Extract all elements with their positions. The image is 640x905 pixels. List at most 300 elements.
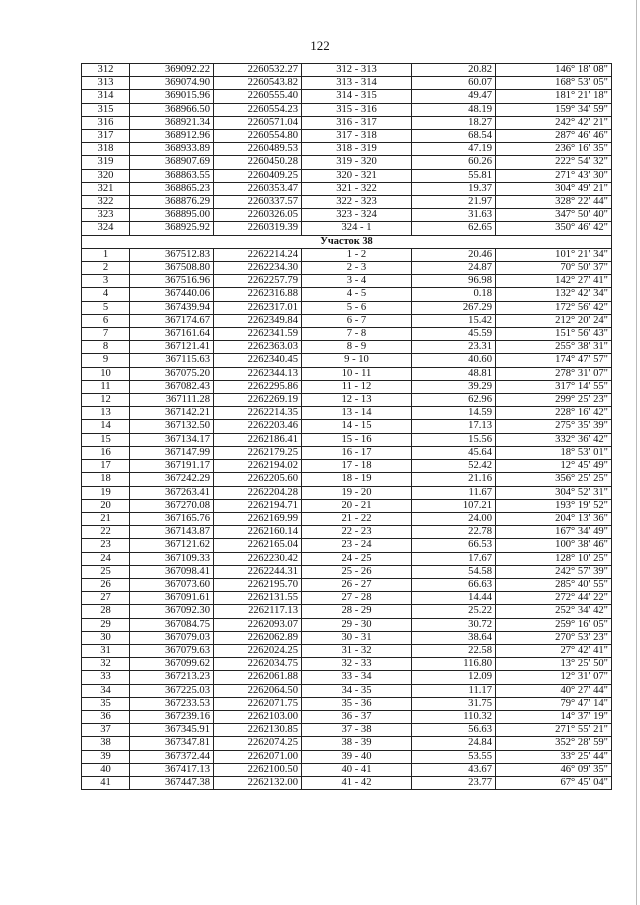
- x-coordinate-cell: 367447.38: [130, 776, 214, 789]
- bearing-cell: 228° 16' 42": [496, 407, 612, 420]
- coordinates-table: [81, 63, 612, 790]
- bearing-cell: 259° 16' 05": [496, 618, 612, 631]
- point-number-cell: 324: [82, 222, 130, 235]
- y-coordinate-cell: 2262244.31: [214, 565, 302, 578]
- length-cell: 43.67: [412, 763, 496, 776]
- x-coordinate-cell: 368933.89: [130, 143, 214, 156]
- point-number-cell: 7: [82, 328, 130, 341]
- y-coordinate-cell: 2262203.46: [214, 420, 302, 433]
- bearing-cell: 270° 53' 23": [496, 631, 612, 644]
- x-coordinate-cell: 367508.80: [130, 262, 214, 275]
- x-coordinate-cell: 368865.23: [130, 182, 214, 195]
- y-coordinate-cell: 2262230.42: [214, 552, 302, 565]
- bearing-cell: 204° 13' 36": [496, 512, 612, 525]
- x-coordinate-cell: 367372.44: [130, 750, 214, 763]
- segment-cell: 23 - 24: [302, 539, 412, 552]
- table-row: [82, 724, 612, 737]
- table-row: [82, 565, 612, 578]
- table-row: [82, 618, 612, 631]
- x-coordinate-cell: 368921.34: [130, 116, 214, 129]
- table-row: [82, 262, 612, 275]
- length-cell: 60.07: [412, 77, 496, 90]
- y-coordinate-cell: 2262132.00: [214, 776, 302, 789]
- segment-cell: 323 - 324: [302, 209, 412, 222]
- point-number-cell: 2: [82, 262, 130, 275]
- table-body-after: [82, 248, 612, 789]
- y-coordinate-cell: 2260409.25: [214, 169, 302, 182]
- length-cell: 68.54: [412, 130, 496, 143]
- x-coordinate-cell: 367417.13: [130, 763, 214, 776]
- x-coordinate-cell: 367142.21: [130, 407, 214, 420]
- point-number-cell: 318: [82, 143, 130, 156]
- bearing-cell: 304° 52' 31": [496, 486, 612, 499]
- table-row: [82, 499, 612, 512]
- bearing-cell: 101° 21' 34": [496, 248, 612, 261]
- point-number-cell: 39: [82, 750, 130, 763]
- point-number-cell: 25: [82, 565, 130, 578]
- y-coordinate-cell: 2262341.59: [214, 328, 302, 341]
- segment-cell: 40 - 41: [302, 763, 412, 776]
- length-cell: 53.55: [412, 750, 496, 763]
- segment-cell: 19 - 20: [302, 486, 412, 499]
- bearing-cell: 272° 44' 22": [496, 592, 612, 605]
- y-coordinate-cell: 2260543.82: [214, 77, 302, 90]
- segment-cell: 13 - 14: [302, 407, 412, 420]
- bearing-cell: 193° 19' 52": [496, 499, 612, 512]
- bearing-cell: 255° 38' 31": [496, 341, 612, 354]
- segment-cell: 7 - 8: [302, 328, 412, 341]
- y-coordinate-cell: 2262062.89: [214, 631, 302, 644]
- y-coordinate-cell: 2262024.25: [214, 644, 302, 657]
- y-coordinate-cell: 2260319.39: [214, 222, 302, 235]
- x-coordinate-cell: 369074.90: [130, 77, 214, 90]
- table-row: [82, 526, 612, 539]
- length-cell: 49.47: [412, 90, 496, 103]
- x-coordinate-cell: 367084.75: [130, 618, 214, 631]
- point-number-cell: 24: [82, 552, 130, 565]
- length-cell: 66.53: [412, 539, 496, 552]
- length-cell: 56.63: [412, 724, 496, 737]
- point-number-cell: 37: [82, 724, 130, 737]
- point-number-cell: 11: [82, 380, 130, 393]
- x-coordinate-cell: 367132.50: [130, 420, 214, 433]
- point-number-cell: 19: [82, 486, 130, 499]
- x-coordinate-cell: 367109.33: [130, 552, 214, 565]
- length-cell: 48.81: [412, 367, 496, 380]
- segment-cell: 3 - 4: [302, 275, 412, 288]
- x-coordinate-cell: 367439.94: [130, 301, 214, 314]
- point-number-cell: 315: [82, 103, 130, 116]
- segment-cell: 16 - 17: [302, 446, 412, 459]
- length-cell: 23.31: [412, 341, 496, 354]
- x-coordinate-cell: 367440.06: [130, 288, 214, 301]
- segment-cell: 34 - 35: [302, 684, 412, 697]
- point-number-cell: 313: [82, 77, 130, 90]
- segment-cell: 324 - 1: [302, 222, 412, 235]
- length-cell: 24.87: [412, 262, 496, 275]
- point-number-cell: 22: [82, 526, 130, 539]
- bearing-cell: 33° 25' 44": [496, 750, 612, 763]
- point-number-cell: 5: [82, 301, 130, 314]
- x-coordinate-cell: 367147.99: [130, 446, 214, 459]
- segment-cell: 2 - 3: [302, 262, 412, 275]
- bearing-cell: 356° 25' 25": [496, 473, 612, 486]
- bearing-cell: 271° 55' 21": [496, 724, 612, 737]
- y-coordinate-cell: 2262316.88: [214, 288, 302, 301]
- segment-cell: 20 - 21: [302, 499, 412, 512]
- bearing-cell: 27° 42' 41": [496, 644, 612, 657]
- table-row: [82, 539, 612, 552]
- y-coordinate-cell: 2262103.00: [214, 710, 302, 723]
- length-cell: 19.37: [412, 182, 496, 195]
- segment-cell: 12 - 13: [302, 394, 412, 407]
- table-body-before: [82, 64, 612, 236]
- table-row: [82, 367, 612, 380]
- x-coordinate-cell: 367239.16: [130, 710, 214, 723]
- length-cell: 14.44: [412, 592, 496, 605]
- y-coordinate-cell: 2262195.70: [214, 578, 302, 591]
- x-coordinate-cell: 367233.53: [130, 697, 214, 710]
- length-cell: 62.65: [412, 222, 496, 235]
- bearing-cell: 317° 14' 55": [496, 380, 612, 393]
- x-coordinate-cell: 367270.08: [130, 499, 214, 512]
- length-cell: 47.19: [412, 143, 496, 156]
- segment-cell: 321 - 322: [302, 182, 412, 195]
- bearing-cell: 142° 27' 41": [496, 275, 612, 288]
- point-number-cell: 14: [82, 420, 130, 433]
- x-coordinate-cell: 368863.55: [130, 169, 214, 182]
- point-number-cell: 12: [82, 394, 130, 407]
- bearing-cell: 79° 47' 14": [496, 697, 612, 710]
- y-coordinate-cell: 2260554.80: [214, 130, 302, 143]
- x-coordinate-cell: 367134.17: [130, 433, 214, 446]
- length-cell: 66.63: [412, 578, 496, 591]
- y-coordinate-cell: 2262234.30: [214, 262, 302, 275]
- bearing-cell: 222° 54' 32": [496, 156, 612, 169]
- y-coordinate-cell: 2262317.01: [214, 301, 302, 314]
- table-row: [82, 143, 612, 156]
- length-cell: 107.21: [412, 499, 496, 512]
- x-coordinate-cell: 367165.76: [130, 512, 214, 525]
- y-coordinate-cell: 2260554.23: [214, 103, 302, 116]
- bearing-cell: 275° 35' 39": [496, 420, 612, 433]
- y-coordinate-cell: 2260489.53: [214, 143, 302, 156]
- table-row: [82, 130, 612, 143]
- length-cell: 110.32: [412, 710, 496, 723]
- length-cell: 31.63: [412, 209, 496, 222]
- table-row: [82, 605, 612, 618]
- length-cell: 30.72: [412, 618, 496, 631]
- segment-cell: 41 - 42: [302, 776, 412, 789]
- length-cell: 21.97: [412, 196, 496, 209]
- y-coordinate-cell: 2262034.75: [214, 658, 302, 671]
- table-row: [82, 776, 612, 789]
- segment-cell: 1 - 2: [302, 248, 412, 261]
- point-number-cell: 26: [82, 578, 130, 591]
- table-row: [82, 473, 612, 486]
- bearing-cell: 350° 46' 42": [496, 222, 612, 235]
- segment-cell: 8 - 9: [302, 341, 412, 354]
- table-row: [82, 90, 612, 103]
- y-coordinate-cell: 2262194.02: [214, 460, 302, 473]
- table-row: [82, 328, 612, 341]
- length-cell: 15.56: [412, 433, 496, 446]
- table-row: [82, 671, 612, 684]
- x-coordinate-cell: 367091.61: [130, 592, 214, 605]
- bearing-cell: 278° 31' 07": [496, 367, 612, 380]
- y-coordinate-cell: 2262179.25: [214, 446, 302, 459]
- table-row: [82, 578, 612, 591]
- segment-cell: 39 - 40: [302, 750, 412, 763]
- y-coordinate-cell: 2262131.55: [214, 592, 302, 605]
- segment-cell: 10 - 11: [302, 367, 412, 380]
- length-cell: 52.42: [412, 460, 496, 473]
- x-coordinate-cell: 367225.03: [130, 684, 214, 697]
- point-number-cell: 1: [82, 248, 130, 261]
- point-number-cell: 27: [82, 592, 130, 605]
- segment-cell: 15 - 16: [302, 433, 412, 446]
- table-row: [82, 512, 612, 525]
- point-number-cell: 40: [82, 763, 130, 776]
- segment-cell: 313 - 314: [302, 77, 412, 90]
- segment-cell: 22 - 23: [302, 526, 412, 539]
- point-number-cell: 17: [82, 460, 130, 473]
- length-cell: 38.64: [412, 631, 496, 644]
- bearing-cell: 128° 10' 25": [496, 552, 612, 565]
- point-number-cell: 321: [82, 182, 130, 195]
- bearing-cell: 40° 27' 44": [496, 684, 612, 697]
- point-number-cell: 21: [82, 512, 130, 525]
- point-number-cell: 317: [82, 130, 130, 143]
- segment-cell: 33 - 34: [302, 671, 412, 684]
- segment-cell: 21 - 22: [302, 512, 412, 525]
- length-cell: 17.13: [412, 420, 496, 433]
- length-cell: 62.96: [412, 394, 496, 407]
- bearing-cell: 332° 36' 42": [496, 433, 612, 446]
- segment-cell: 4 - 5: [302, 288, 412, 301]
- y-coordinate-cell: 2260532.27: [214, 64, 302, 77]
- bearing-cell: 14° 37' 19": [496, 710, 612, 723]
- segment-cell: 316 - 317: [302, 116, 412, 129]
- bearing-cell: 242° 57' 39": [496, 565, 612, 578]
- table-row: [82, 248, 612, 261]
- segment-cell: 30 - 31: [302, 631, 412, 644]
- point-number-cell: 35: [82, 697, 130, 710]
- table-row: [82, 169, 612, 182]
- length-cell: 14.59: [412, 407, 496, 420]
- x-coordinate-cell: 367516.96: [130, 275, 214, 288]
- y-coordinate-cell: 2260337.57: [214, 196, 302, 209]
- x-coordinate-cell: 367161.64: [130, 328, 214, 341]
- segment-cell: 37 - 38: [302, 724, 412, 737]
- table-row: [82, 354, 612, 367]
- bearing-cell: 12° 31' 07": [496, 671, 612, 684]
- point-number-cell: 13: [82, 407, 130, 420]
- y-coordinate-cell: 2262165.04: [214, 539, 302, 552]
- length-cell: 22.58: [412, 644, 496, 657]
- point-number-cell: 32: [82, 658, 130, 671]
- y-coordinate-cell: 2262214.24: [214, 248, 302, 261]
- bearing-cell: 18° 53' 01": [496, 446, 612, 459]
- bearing-cell: 242° 42' 21": [496, 116, 612, 129]
- x-coordinate-cell: 367213.23: [130, 671, 214, 684]
- length-cell: 96.98: [412, 275, 496, 288]
- length-cell: 116.80: [412, 658, 496, 671]
- segment-cell: 17 - 18: [302, 460, 412, 473]
- length-cell: 48.19: [412, 103, 496, 116]
- y-coordinate-cell: 2262349.84: [214, 314, 302, 327]
- segment-cell: 38 - 39: [302, 737, 412, 750]
- length-cell: 11.17: [412, 684, 496, 697]
- table-row: [82, 116, 612, 129]
- point-number-cell: 3: [82, 275, 130, 288]
- y-coordinate-cell: 2262071.00: [214, 750, 302, 763]
- x-coordinate-cell: 367345.91: [130, 724, 214, 737]
- bearing-cell: 132° 42' 34": [496, 288, 612, 301]
- x-coordinate-cell: 367191.17: [130, 460, 214, 473]
- table-row: [82, 341, 612, 354]
- segment-cell: 11 - 12: [302, 380, 412, 393]
- segment-cell: 35 - 36: [302, 697, 412, 710]
- y-coordinate-cell: 2260353.47: [214, 182, 302, 195]
- table-row: [82, 394, 612, 407]
- table-row: [82, 552, 612, 565]
- point-number-cell: 15: [82, 433, 130, 446]
- y-coordinate-cell: 2262186.41: [214, 433, 302, 446]
- point-number-cell: 9: [82, 354, 130, 367]
- x-coordinate-cell: 367263.41: [130, 486, 214, 499]
- x-coordinate-cell: 367121.41: [130, 341, 214, 354]
- segment-cell: 18 - 19: [302, 473, 412, 486]
- table-row: [82, 658, 612, 671]
- length-cell: 60.26: [412, 156, 496, 169]
- length-cell: 15.42: [412, 314, 496, 327]
- point-number-cell: 41: [82, 776, 130, 789]
- y-coordinate-cell: 2262064.50: [214, 684, 302, 697]
- segment-cell: 36 - 37: [302, 710, 412, 723]
- length-cell: 55.81: [412, 169, 496, 182]
- segment-cell: 322 - 323: [302, 196, 412, 209]
- x-coordinate-cell: 368912.96: [130, 130, 214, 143]
- y-coordinate-cell: 2262257.79: [214, 275, 302, 288]
- table-row: [82, 697, 612, 710]
- point-number-cell: 33: [82, 671, 130, 684]
- bearing-cell: 174° 47' 57": [496, 354, 612, 367]
- table-row: [82, 684, 612, 697]
- point-number-cell: 322: [82, 196, 130, 209]
- length-cell: 267.29: [412, 301, 496, 314]
- segment-cell: 314 - 315: [302, 90, 412, 103]
- length-cell: 0.18: [412, 288, 496, 301]
- point-number-cell: 320: [82, 169, 130, 182]
- table-row: [82, 763, 612, 776]
- point-number-cell: 314: [82, 90, 130, 103]
- segment-cell: 31 - 32: [302, 644, 412, 657]
- x-coordinate-cell: 367082.43: [130, 380, 214, 393]
- length-cell: 45.64: [412, 446, 496, 459]
- point-number-cell: 6: [82, 314, 130, 327]
- point-number-cell: 34: [82, 684, 130, 697]
- bearing-cell: 46° 09' 35": [496, 763, 612, 776]
- segment-cell: 26 - 27: [302, 578, 412, 591]
- x-coordinate-cell: 369092.22: [130, 64, 214, 77]
- segment-cell: 14 - 15: [302, 420, 412, 433]
- length-cell: 22.78: [412, 526, 496, 539]
- point-number-cell: 28: [82, 605, 130, 618]
- bearing-cell: 236° 16' 35": [496, 143, 612, 156]
- bearing-cell: 271° 43' 30": [496, 169, 612, 182]
- segment-cell: 315 - 316: [302, 103, 412, 116]
- point-number-cell: 18: [82, 473, 130, 486]
- point-number-cell: 38: [82, 737, 130, 750]
- x-coordinate-cell: 367075.20: [130, 367, 214, 380]
- page-number: 122: [310, 38, 330, 53]
- x-coordinate-cell: 367143.87: [130, 526, 214, 539]
- table-row: [82, 644, 612, 657]
- x-coordinate-cell: 367073.60: [130, 578, 214, 591]
- table-row: [82, 407, 612, 420]
- x-coordinate-cell: 368895.00: [130, 209, 214, 222]
- length-cell: 21.16: [412, 473, 496, 486]
- bearing-cell: 67° 45' 04": [496, 776, 612, 789]
- length-cell: 11.67: [412, 486, 496, 499]
- table-row: [82, 209, 612, 222]
- bearing-cell: 12° 45' 49": [496, 460, 612, 473]
- bearing-cell: 352° 28' 59": [496, 737, 612, 750]
- bearing-cell: 151° 56' 43": [496, 328, 612, 341]
- x-coordinate-cell: 367115.63: [130, 354, 214, 367]
- table-row: [82, 196, 612, 209]
- length-cell: 17.67: [412, 552, 496, 565]
- segment-cell: 9 - 10: [302, 354, 412, 367]
- segment-cell: 6 - 7: [302, 314, 412, 327]
- y-coordinate-cell: 2262363.03: [214, 341, 302, 354]
- point-number-cell: 323: [82, 209, 130, 222]
- y-coordinate-cell: 2262117.13: [214, 605, 302, 618]
- bearing-cell: 172° 56' 42": [496, 301, 612, 314]
- point-number-cell: 316: [82, 116, 130, 129]
- point-number-cell: 23: [82, 539, 130, 552]
- section-header-row: [82, 235, 612, 248]
- x-coordinate-cell: 367512.83: [130, 248, 214, 261]
- point-number-cell: 36: [82, 710, 130, 723]
- table-row: [82, 460, 612, 473]
- length-cell: 40.60: [412, 354, 496, 367]
- segment-cell: 32 - 33: [302, 658, 412, 671]
- y-coordinate-cell: 2262130.85: [214, 724, 302, 737]
- x-coordinate-cell: 368966.50: [130, 103, 214, 116]
- point-number-cell: 319: [82, 156, 130, 169]
- bearing-cell: 252° 34' 42": [496, 605, 612, 618]
- table-row: [82, 710, 612, 723]
- scan-edge-line: [636, 0, 637, 905]
- table-row: [82, 446, 612, 459]
- length-cell: 24.84: [412, 737, 496, 750]
- length-cell: 31.75: [412, 697, 496, 710]
- segment-cell: 319 - 320: [302, 156, 412, 169]
- segment-cell: 318 - 319: [302, 143, 412, 156]
- bearing-cell: 347° 50' 40": [496, 209, 612, 222]
- section-header-group: [82, 235, 612, 248]
- segment-cell: 27 - 28: [302, 592, 412, 605]
- point-number-cell: 30: [82, 631, 130, 644]
- x-coordinate-cell: 367098.41: [130, 565, 214, 578]
- x-coordinate-cell: 369015.96: [130, 90, 214, 103]
- x-coordinate-cell: 367174.67: [130, 314, 214, 327]
- table-row: [82, 486, 612, 499]
- table-row: [82, 103, 612, 116]
- bearing-cell: 167° 34' 49": [496, 526, 612, 539]
